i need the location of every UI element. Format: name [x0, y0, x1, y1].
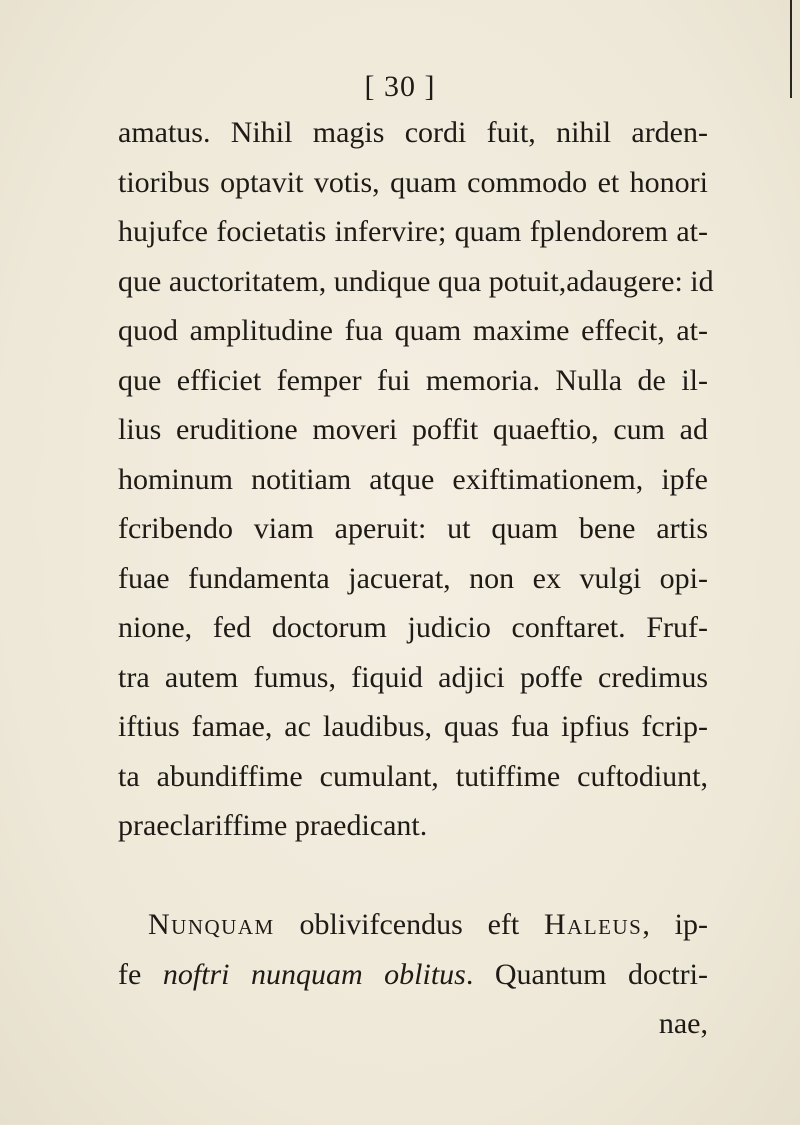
text-line: amatus. Nihil magis cordi fuit, nihil arden- — [118, 116, 708, 149]
text-run: . Quantum doctri- — [465, 957, 708, 991]
italic-phrase: noftri nunquam oblitus — [162, 957, 466, 991]
text-line: hominum notitiam atque exiftimationem, ipfe — [118, 462, 708, 496]
text-line: tioribus optavit votis, quam commodo et honori — [118, 165, 708, 199]
text-line: lius eruditione moveri poffit quaeftio, cum ad — [118, 413, 708, 446]
small-caps-name: Haleus — [544, 908, 643, 941]
paragraph-gap — [118, 851, 708, 901]
page-number-header: [ 30 ] — [364, 70, 436, 103]
body-text — [118, 108, 714, 1049]
text-line: fcribendo viam aperuit: ut quam bene artis — [118, 512, 708, 545]
text-line: nione, fed doctorum judicio conftaret. Fruf- — [118, 611, 708, 644]
text-line — [118, 900, 708, 950]
text-line: iftius famae, ac laudibus, quas fua ipfius fcrip- — [118, 710, 708, 743]
text-run: fe — [118, 957, 163, 991]
text-line: praeclariffime praedicant. — [118, 809, 428, 842]
text-line: quod amplitudine fua quam maxime effecit, at- — [118, 314, 708, 347]
text-line — [118, 950, 708, 1000]
text-line: hujufce focietatis infervire; quam fplendorem at- — [118, 215, 708, 248]
small-caps-word: Nunquam — [148, 908, 275, 941]
text-line: tra autem fumus, fiquid adjici poffe credimus — [118, 660, 708, 694]
text-run: oblivifcendus eft — [274, 908, 545, 941]
text-line: fuae fundamenta jacuerat, non ex vulgi opi- — [118, 561, 708, 595]
text-line: que auctoritatem, undique qua potuit,adaugere: id — [118, 264, 714, 298]
text-line: ta abundiffime cumulant, tutiffime cuftodiunt, — [118, 759, 708, 793]
catchword: nae, — [658, 1007, 708, 1040]
text-run: , ip- — [642, 908, 708, 941]
text-line: que efficiet femper fui memoria. Nulla de il- — [118, 363, 708, 397]
